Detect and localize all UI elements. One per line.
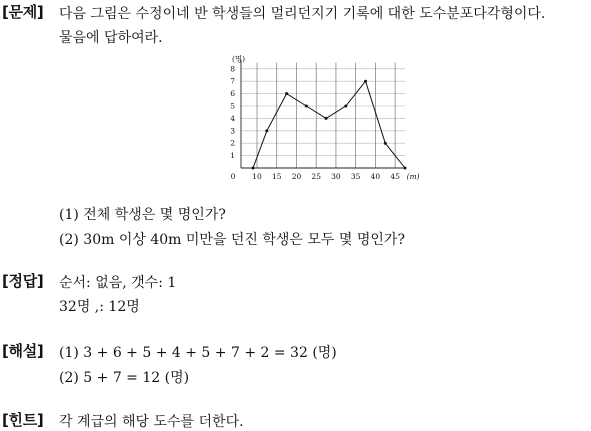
x-tick-label: 10 (252, 172, 262, 181)
hint-tag: [힌트] (2, 411, 44, 429)
y-tick-label: 4 (230, 113, 235, 123)
frequency-polygon-chart (225, 44, 425, 189)
explanation-tag: [해설] (2, 342, 44, 360)
answer-line-2: 32명 ,: 12명 (59, 299, 140, 315)
answer-line-1: 순서: 없음, 갯수: 1 (59, 275, 177, 291)
y-tick-label: 5 (230, 101, 235, 111)
y-tick-label: 7 (230, 76, 235, 86)
problem-tag: [문제] (2, 3, 44, 21)
x-tick-label: 0 (230, 172, 236, 181)
x-tick-label: 15 (271, 172, 282, 181)
problem-text-line-1: 다음 그림은 수정이네 반 학생들의 멀리던지기 기록에 대한 도수분포다각형이다. (59, 6, 546, 22)
x-tick-label: 45 (390, 172, 400, 181)
x-axis-label: (m) (406, 172, 420, 181)
x-tick-label: 25 (311, 172, 321, 181)
data-point (364, 80, 367, 83)
y-tick-label: 3 (230, 126, 235, 136)
data-point (305, 105, 308, 108)
question-1: (1) 전체 학생은 몇 명인가? (59, 207, 226, 223)
data-point (265, 129, 268, 132)
x-tick-label: 35 (350, 172, 361, 181)
data-point (384, 142, 387, 145)
question-2: (2) 30m 이상 40m 미만을 던진 학생은 모두 몇 명인가? (59, 232, 405, 248)
x-tick-label: 20 (291, 172, 302, 181)
frequency-polyline (253, 81, 405, 168)
explanation-line-2: (2) 5 + 7 = 12 (명) (59, 370, 190, 386)
data-point (344, 105, 347, 108)
y-tick-label: 8 (230, 64, 235, 74)
hint-line-1: 각 계급의 해당 도수를 더한다. (59, 414, 244, 430)
x-tick-label: 30 (331, 172, 341, 181)
data-point (252, 167, 255, 170)
problem-text-line-2: 물음에 답하여라. (59, 30, 163, 46)
data-point (325, 117, 328, 120)
y-axis-label: (명) (232, 54, 246, 64)
y-tick-label: 1 (230, 151, 235, 161)
answer-tag: [정답] (2, 272, 44, 290)
y-tick-label: 6 (230, 89, 235, 99)
data-point (285, 92, 288, 95)
data-point (404, 167, 407, 170)
explanation-line-1: (1) 3 + 6 + 5 + 4 + 5 + 7 + 2 = 32 (명) (59, 345, 337, 361)
y-tick-label: 2 (230, 138, 235, 148)
x-tick-label: 40 (370, 172, 381, 181)
